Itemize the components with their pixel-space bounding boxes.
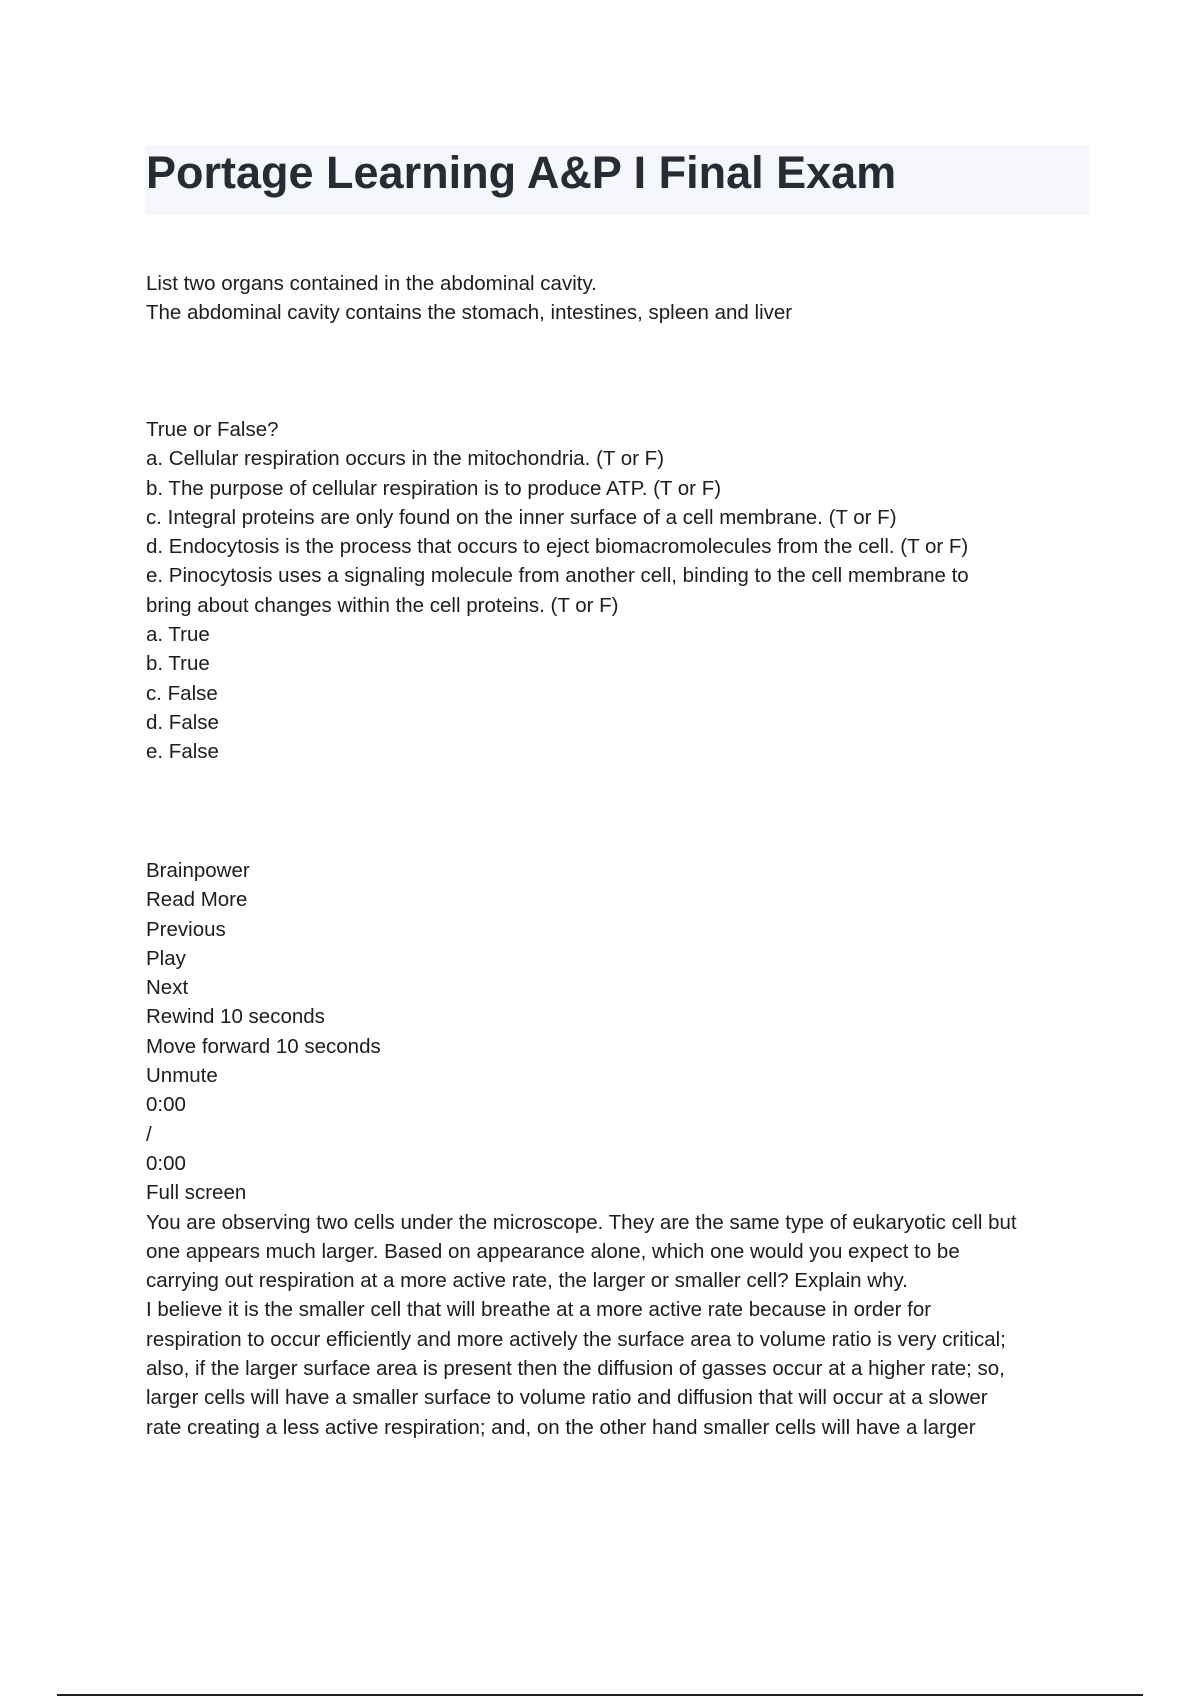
statement-e: e. Pinocytosis uses a signaling molecule from another cell, binding to the cell membrane to	[146, 564, 969, 588]
rewind-button[interactable]: Rewind 10 seconds	[146, 1005, 325, 1029]
current-time: 0:00	[146, 1093, 186, 1117]
next-button[interactable]: Next	[146, 976, 189, 1000]
answer-e: e. False	[146, 740, 219, 764]
answer-line-5: rate creating a less active respiration; and, on the other hand smaller cells will have a larger	[146, 1415, 976, 1439]
answer-c: c. False	[146, 681, 218, 705]
statement-c: c. Integral proteins are only found on the inner surface of a cell membrane. (T or F)	[146, 505, 897, 529]
bottom-divider	[57, 1694, 1143, 1696]
statement-e-continued: bring about changes within the cell proteins. (T or F)	[146, 593, 619, 617]
question-heading: True or False?	[146, 418, 279, 441]
question-block-abdominal-cavity	[146, 269, 1096, 328]
answer-line-4: larger cells will have a smaller surface to volume ratio and diffusion that will occur at a slower	[146, 1386, 988, 1410]
answer-line-1: I believe it is the smaller cell that will breathe at a more active rate because in order for	[146, 1298, 932, 1322]
unmute-button[interactable]: Unmute	[146, 1064, 218, 1088]
play-button[interactable]: Play	[146, 946, 186, 970]
statement-a: a. Cellular respiration occurs in the mitochondria. (T or F)	[146, 447, 665, 471]
answer-line-3: also, if the larger surface area is present then the diffusion of gasses occur at a higher rate; so,	[146, 1357, 1005, 1381]
question-line-1: You are observing two cells under the microscope. They are the same type of eukaryotic cell but	[146, 1210, 1017, 1234]
question-line-2: one appears much larger. Based on appearance alone, which one would you expect to be	[146, 1239, 960, 1263]
previous-button[interactable]: Previous	[146, 917, 226, 941]
answer-text: The abdominal cavity contains the stomach, intestines, spleen and liver	[146, 301, 793, 325]
fullscreen-button[interactable]: Full screen	[146, 1181, 247, 1205]
question-block-true-false	[146, 415, 1096, 767]
answer-b: b. True	[146, 652, 210, 676]
duration-time: 0:00	[146, 1151, 186, 1175]
answer-a: a. True	[146, 623, 210, 647]
page-title: Portage Learning A&P I Final Exam	[146, 147, 897, 198]
media-player-and-question-block	[146, 856, 1096, 1442]
question-line-3: carrying out respiration at a more active rate, the larger or smaller cell? Explain why.	[146, 1269, 908, 1293]
answer-line-2: respiration to occur efficiently and more actively the surface area to volume ratio is very critical;	[146, 1327, 1006, 1351]
statement-d: d. Endocytosis is the process that occurs to eject biomacromolecules from the cell. (T or F)	[146, 535, 969, 559]
time-separator: /	[146, 1122, 152, 1146]
read-more-link[interactable]: Read More	[146, 888, 248, 912]
forward-button[interactable]: Move forward 10 seconds	[146, 1034, 381, 1058]
question-text: List two organs contained in the abdominal cavity.	[146, 272, 597, 295]
player-brand-label: Brainpower	[146, 859, 250, 882]
answer-d: d. False	[146, 710, 219, 734]
statement-b: b. The purpose of cellular respiration is to produce ATP. (T or F)	[146, 476, 722, 500]
